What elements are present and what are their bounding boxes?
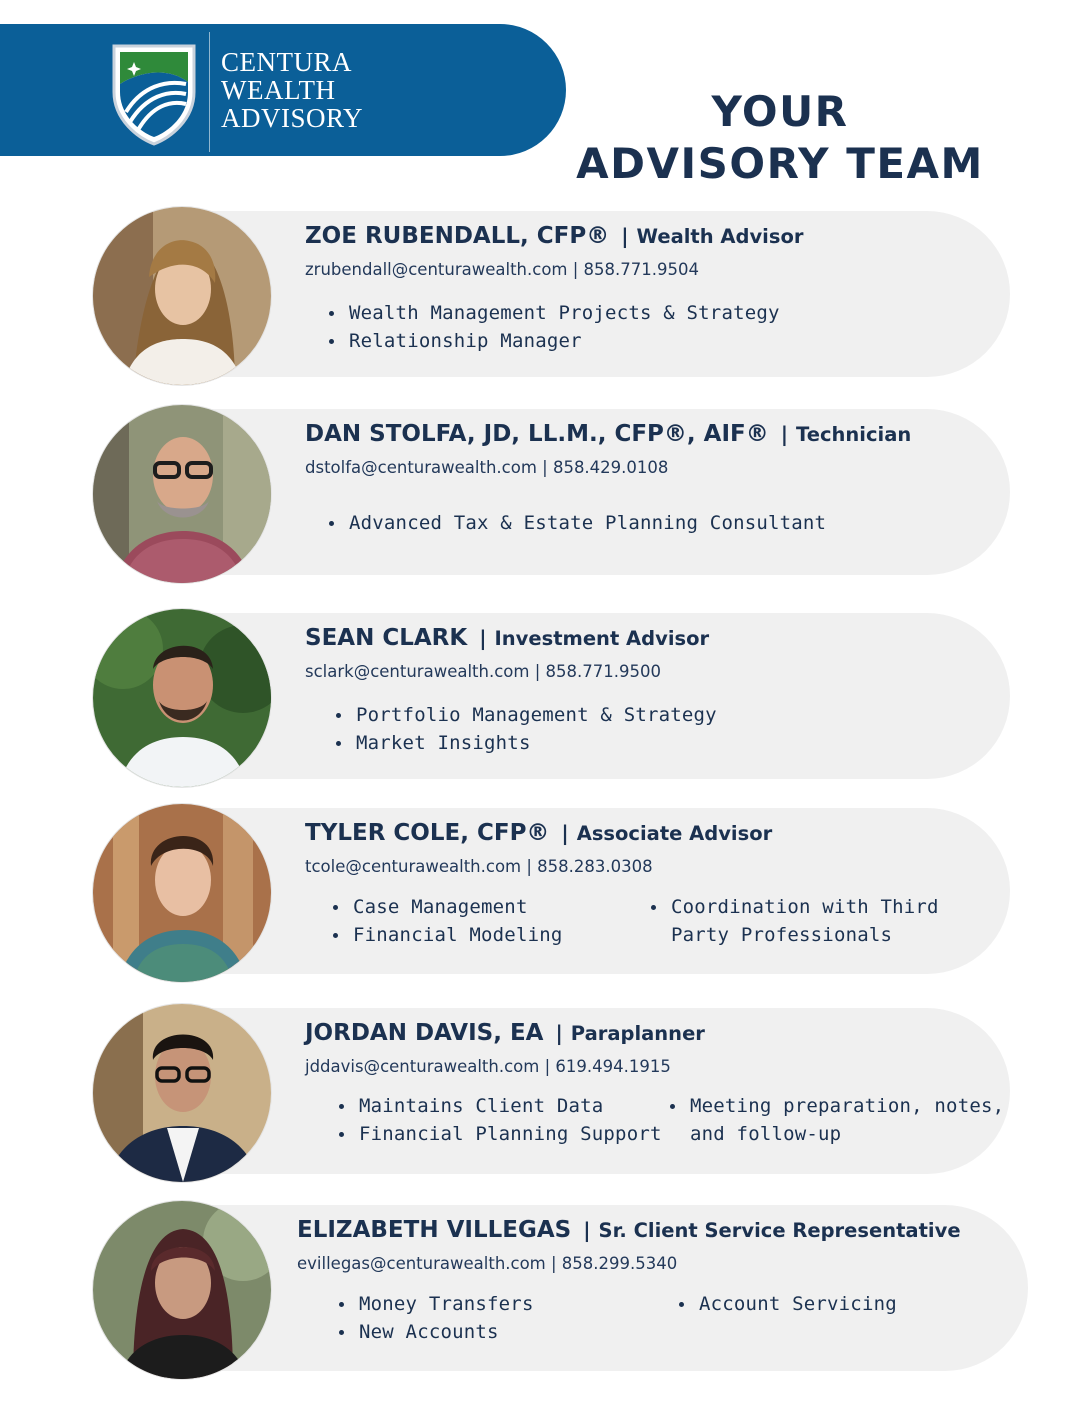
member-photo-avatar	[93, 405, 271, 583]
member-name: ELIZABETH VILLEGAS	[297, 1217, 572, 1243]
page-title-line-2: ADVISORY TEAM	[576, 139, 984, 188]
duty-item: Coordination with Third Party Professionals	[649, 893, 991, 949]
name-role-separator: |	[621, 224, 629, 248]
member-duties-list-col2	[668, 1092, 1006, 1148]
company-logo-text	[221, 48, 421, 132]
member-photo-avatar	[93, 1004, 271, 1182]
member-role: Associate Advisor	[576, 822, 773, 845]
team-member-card	[0, 1205, 1088, 1385]
member-duties-list	[327, 509, 826, 537]
member-name-row	[305, 820, 772, 846]
member-name-row	[305, 1020, 705, 1046]
duty-item: Wealth Management Projects & Strategy	[327, 299, 780, 327]
duty-item: Relationship Manager	[327, 327, 780, 355]
member-contact: evillegas@centurawealth.com | 858.299.5340	[297, 1254, 678, 1273]
duty-item: Account Servicing	[677, 1290, 897, 1318]
name-role-separator: |	[780, 422, 789, 446]
duty-item: Maintains Client Data	[337, 1092, 662, 1120]
name-role-separator: |	[583, 1218, 591, 1242]
member-contact: sclark@centurawealth.com | 858.771.9500	[305, 662, 661, 681]
team-member-card	[0, 1008, 1088, 1188]
member-photo-avatar	[93, 804, 271, 982]
member-duties-list	[337, 1290, 534, 1346]
member-duties-list	[334, 701, 717, 757]
member-photo-avatar	[93, 207, 271, 385]
member-role: Wealth Advisor	[636, 225, 804, 248]
duty-item: Meeting preparation, notes, and follow-up	[668, 1092, 1006, 1148]
member-contact: zrubendall@centurawealth.com | 858.771.9504	[305, 260, 700, 279]
member-name: DAN STOLFA, JD, LL.M., CFP®, AIF®	[305, 421, 769, 447]
logo-line-3: ADVISORY	[221, 103, 364, 133]
duty-item: Financial Planning Support	[337, 1120, 662, 1148]
member-name: SEAN CLARK	[305, 625, 468, 651]
member-role: Investment Advisor	[494, 627, 710, 650]
member-name-row	[305, 625, 709, 651]
duty-item: Market Insights	[334, 729, 717, 757]
member-contact: tcole@centurawealth.com | 858.283.0308	[305, 857, 653, 876]
team-member-card	[0, 613, 1088, 793]
logo-divider	[209, 32, 210, 152]
shield-logo-icon	[108, 40, 200, 148]
duty-item: Money Transfers	[337, 1290, 534, 1318]
member-duties-list	[337, 1092, 662, 1148]
duty-item: Case Management	[331, 893, 563, 921]
duty-item: Financial Modeling	[331, 921, 563, 949]
logo-line-2: WEALTH	[221, 75, 336, 105]
name-role-separator: |	[561, 821, 569, 845]
logo-line-1: CENTURA	[221, 47, 352, 77]
duty-item: Advanced Tax & Estate Planning Consultant	[327, 509, 826, 537]
duty-item: Portfolio Management & Strategy	[334, 701, 717, 729]
member-photo-avatar	[93, 609, 271, 787]
name-role-separator: |	[479, 626, 487, 650]
page-title	[560, 86, 1000, 190]
member-name: ZOE RUBENDALL, CFP®	[305, 223, 610, 249]
team-member-card	[0, 211, 1088, 391]
member-duties-list	[331, 893, 563, 949]
team-member-card	[0, 409, 1088, 589]
member-name-row	[297, 1217, 961, 1243]
member-role: Paraplanner	[570, 1022, 705, 1045]
member-name-row	[305, 421, 911, 447]
member-role: Technician	[796, 423, 912, 446]
member-contact: jddavis@centurawealth.com | 619.494.1915	[305, 1057, 671, 1076]
member-name: JORDAN DAVIS, EA	[305, 1020, 544, 1046]
member-name-row	[305, 223, 804, 249]
member-duties-list	[327, 299, 780, 355]
duty-item: New Accounts	[337, 1318, 534, 1346]
member-duties-list-col2	[649, 893, 991, 949]
member-name: TYLER COLE, CFP®	[305, 820, 550, 846]
name-role-separator: |	[555, 1021, 563, 1045]
member-role: Sr. Client Service Representative	[598, 1219, 961, 1242]
member-duties-list-col2	[677, 1290, 897, 1318]
member-photo-avatar	[93, 1201, 271, 1379]
member-contact: dstolfa@centurawealth.com | 858.429.0108	[305, 458, 669, 477]
team-member-card	[0, 808, 1088, 988]
page-title-line-1: YOUR	[711, 87, 849, 136]
